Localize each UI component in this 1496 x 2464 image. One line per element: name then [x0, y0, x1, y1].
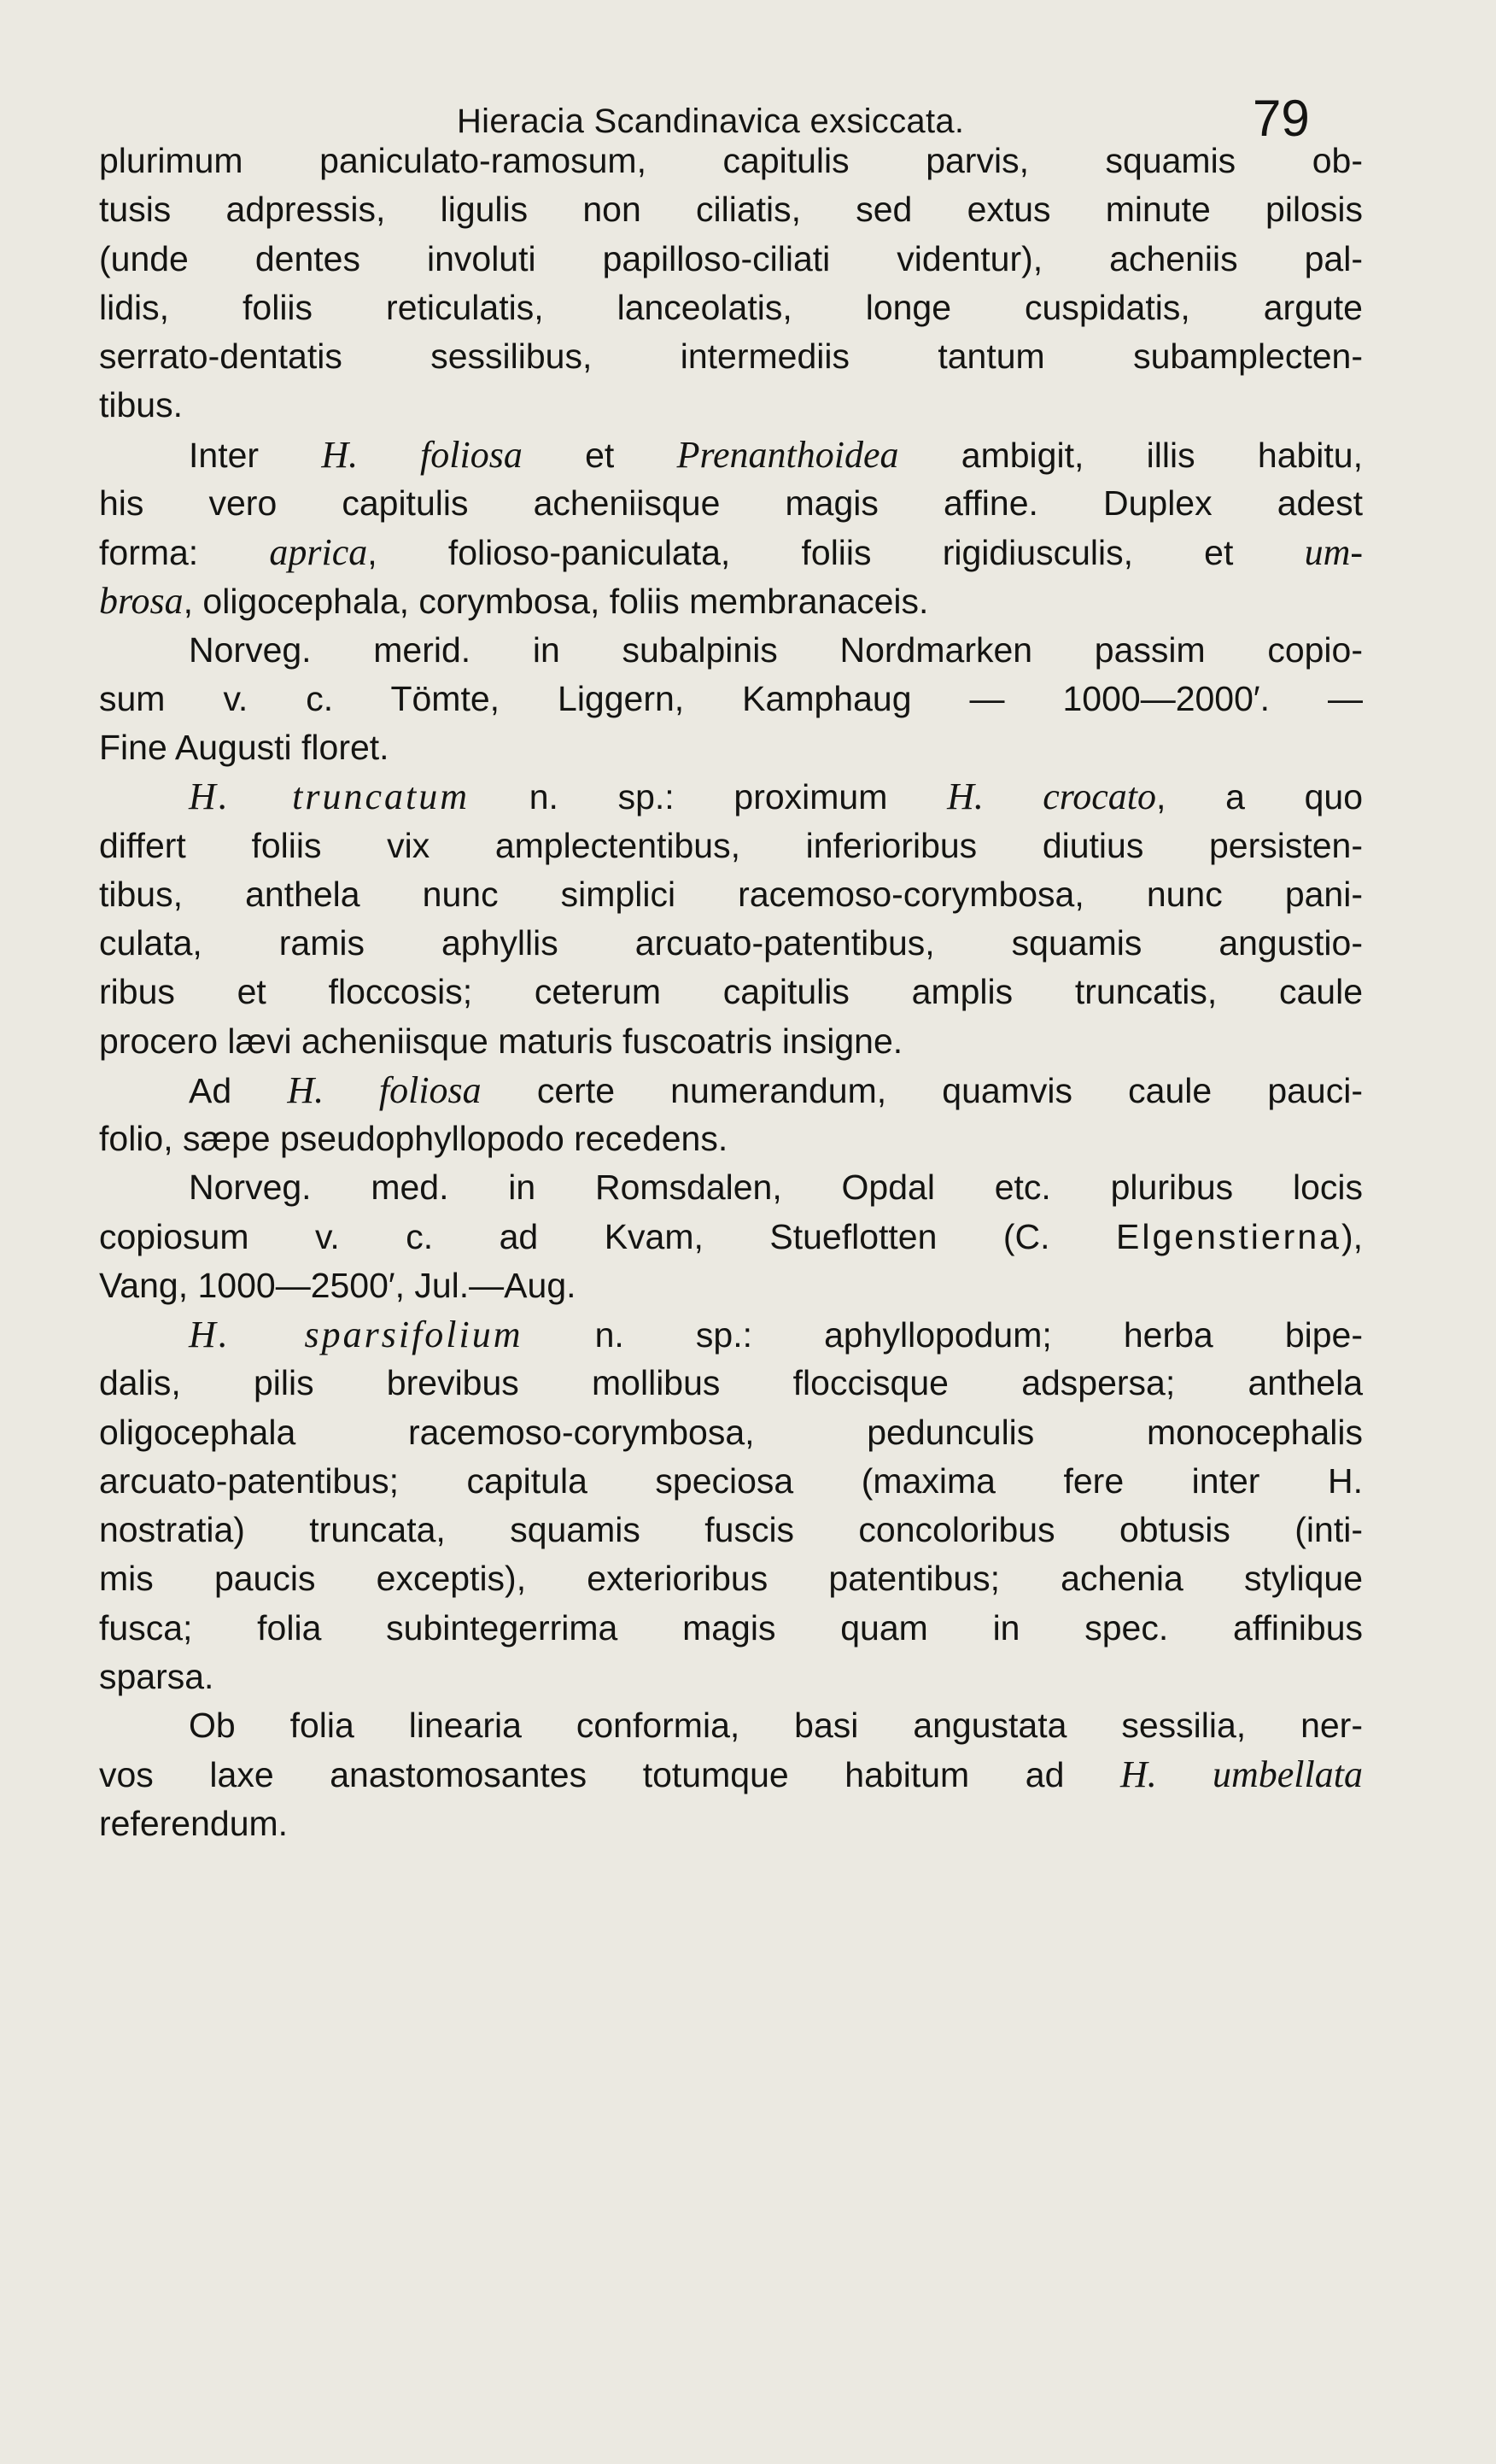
- body-text: [99, 137, 1363, 1848]
- text-line: [99, 1310, 1363, 1359]
- text-span: Inter: [189, 435, 322, 475]
- text-line: dalis, pilis brevibus mollibus floccisque adspersa; anthela: [99, 1363, 1363, 1403]
- taxon-name: Prenanthoidea: [676, 433, 899, 476]
- text-line: ribus et floccosis; ceterum capitulis amplis truncatis, caule: [99, 972, 1363, 1012]
- text-line: [99, 1750, 1363, 1799]
- text-line: Vang, 1000—2500′, Jul.—Aug.: [99, 1265, 576, 1305]
- text-line: (unde dentes involuti papilloso-ciliati videntur), acheniis pal-: [99, 238, 1363, 278]
- text-line: sum v. c. Tömte, Liggern, Kamphaug — 1000—2000′. —: [99, 678, 1363, 718]
- text-line: Norveg. merid. in subalpinis Nordmarken passim copio-: [189, 629, 1363, 670]
- text-line: procero lævi acheniisque maturis fuscoatris insigne.: [99, 1021, 903, 1061]
- text-line: lidis, foliis reticulatis, lanceolatis, longe cuspidatis, argute: [99, 287, 1363, 327]
- text-line: [99, 1066, 1363, 1115]
- text-line: [99, 1213, 1363, 1261]
- text-line: [99, 772, 1363, 821]
- text-span: vos laxe anastomosantes totumque habitum ad: [99, 1755, 1120, 1795]
- text-line: folio, sæpe pseudophyllopodo recedens.: [99, 1119, 728, 1158]
- collector-name: Elgenstierna: [1116, 1216, 1341, 1256]
- text-line: [99, 430, 1363, 479]
- text-span: , oligocephala, corymbosa, foliis membranaceis.: [183, 582, 929, 622]
- text-span: forma:: [99, 533, 270, 572]
- text-span: et: [522, 435, 677, 475]
- taxon-name: H. crocato: [947, 775, 1156, 818]
- taxon-name: H. foliosa: [321, 433, 523, 476]
- text-line: [99, 576, 1363, 625]
- text-line: Norveg. med. in Romsdalen, Opdal etc. pluribus locis: [189, 1168, 1363, 1208]
- text-line: tibus.: [99, 385, 183, 425]
- text-span: ambigit, illis habitu,: [898, 435, 1363, 475]
- text-line: culata, ramis aphyllis arcuato-patentibus, squamis angustio-: [99, 923, 1363, 963]
- text-line: oligocephala racemoso-corymbosa, pedunculis monocephalis: [99, 1412, 1363, 1452]
- text-line: plurimum paniculato-ramosum, capitulis parvis, squamis ob-: [99, 141, 1363, 180]
- form-name: brosa: [99, 580, 184, 623]
- taxon-name: H. foliosa: [287, 1068, 482, 1111]
- text-line: serrato-dentatis sessilibus, intermediis tantum subamplecten-: [99, 337, 1363, 376]
- text-line: Ob folia linearia conformia, basi angustata sessilia, ner-: [189, 1706, 1363, 1745]
- text-span: , a quo: [1155, 777, 1363, 817]
- text-span: , folioso-paniculata, foliis rigidiusculis, et: [367, 533, 1305, 572]
- text-line: mis paucis exceptis), exterioribus patentibus; achenia stylique: [99, 1559, 1363, 1599]
- text-line: referendum.: [99, 1803, 289, 1843]
- text-line: [99, 528, 1363, 576]
- text-span: n. sp.: proximum: [469, 777, 948, 817]
- text-line: fusca; folia subintegerrima magis quam in spec. affinibus: [99, 1607, 1363, 1648]
- text-span: Ad: [189, 1070, 288, 1110]
- species-name: H. sparsifolium: [189, 1314, 523, 1355]
- text-span: n. sp.: aphyllopodum; herba bipe-: [523, 1315, 1363, 1355]
- running-title: Hieracia Scandinavica exsiccata.: [457, 102, 965, 140]
- species-name: H. truncatum: [189, 775, 470, 818]
- text-line: arcuato-patentibus; capitula speciosa (maxima fere inter H.: [99, 1460, 1363, 1501]
- taxon-name: H. umbellata: [1120, 1753, 1363, 1796]
- text-span: copiosum v. c. ad Kvam, Stueflotten (C.: [99, 1216, 1117, 1256]
- text-line: nostratia) truncata, squamis fuscis concoloribus obtusis (inti-: [99, 1510, 1363, 1549]
- text-line: his vero capitulis acheniisque magis affine. Duplex adest: [99, 483, 1363, 523]
- text-line: sparsa.: [99, 1656, 214, 1696]
- text-line: differt foliis vix amplectentibus, inferioribus diutius persisten-: [99, 825, 1363, 865]
- text-line: Fine Augusti floret.: [99, 728, 389, 767]
- text-line: tusis adpressis, ligulis non ciliatis, sed extus minute pilosis: [99, 190, 1363, 230]
- text-span: ),: [1341, 1216, 1363, 1256]
- form-name: aprica: [269, 531, 368, 573]
- page-number: 79: [1253, 90, 1310, 147]
- text-span: certe numerandum, quamvis caule pauci-: [481, 1070, 1363, 1110]
- form-name: um-: [1304, 531, 1363, 573]
- text-line: tibus, anthela nunc simplici racemoso-corymbosa, nunc pani-: [99, 874, 1363, 914]
